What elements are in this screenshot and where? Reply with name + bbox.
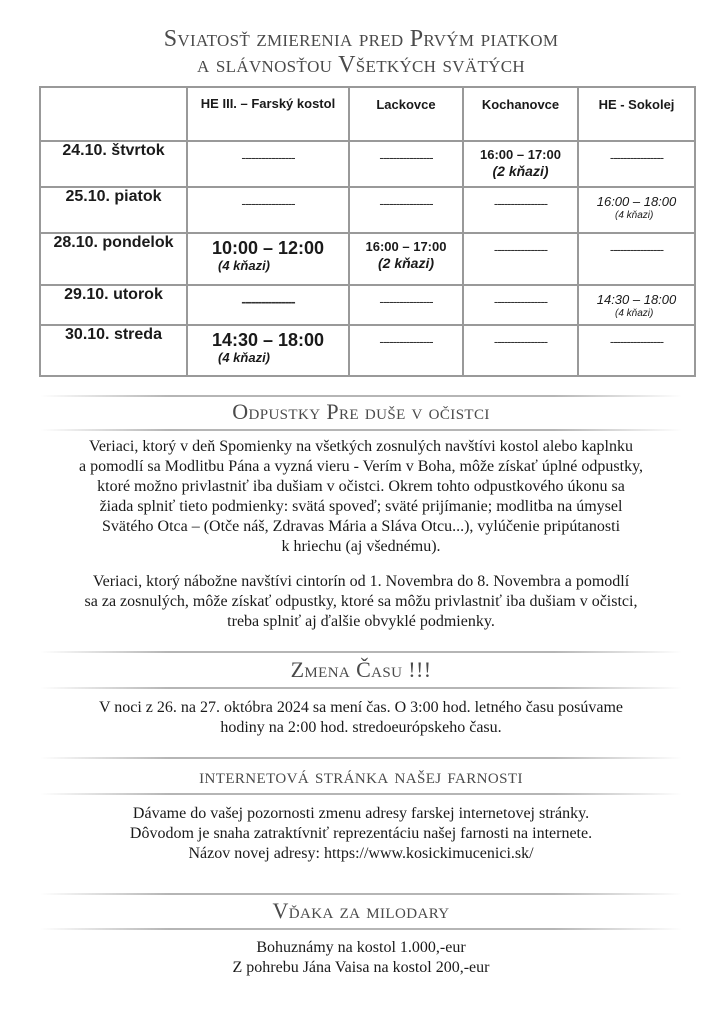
cell-empty: ---------------- <box>349 187 463 233</box>
section-divider <box>40 429 682 431</box>
cell-time: 14:30 – 18:00 (4 kňazi) <box>578 285 695 325</box>
website-title: internetová stránka našej farnosti <box>199 763 523 788</box>
section-divider <box>40 893 682 895</box>
day-label: 29.10. utorok <box>40 285 187 325</box>
cell-empty: ---------------- <box>349 141 463 187</box>
section-divider <box>40 687 682 689</box>
table-row <box>40 233 695 285</box>
cell-empty: ---------------- <box>187 187 349 233</box>
thanks-paragraph: Bohuznámy na kostol 1.000,-eur Z pohrebu Jána Vaisa na kostol 200,-eur <box>232 939 490 976</box>
header-day-column <box>40 87 187 141</box>
table-row <box>40 325 695 376</box>
cell-empty: ---------------- <box>463 187 578 233</box>
table-row <box>40 187 695 233</box>
day-label: 25.10. piatok <box>40 187 187 233</box>
cell-empty: ---------------- <box>187 141 349 187</box>
section-divider <box>40 651 682 653</box>
indulgences-title: Odpustky Pre duše v očistci <box>232 399 490 424</box>
indulgences-paragraph-1: Veriaci, ktorý v deň Spomienky na všetkých zosnulých navštívi kostol alebo kaplnku a pomodlí sa Modlitbu Pána a vyzná vieru - Verím v Boha, môže získať úplné odpustky, ktoré možno privlastniť iba dušiam v očistci. Okrem tohto odpustkového úkonu sa žiada splniť tieto podmienky: svätá spoveď; sväté prijímanie; modlitba na úmysel Svätého Otca – (Otče náš, Zdravas Mária a Sláva Otcu...), vylúčenie pripútanosti k hriechu (aj všednému). <box>78 438 644 555</box>
cell-time: 14:30 – 18:00 (4 kňazi) <box>187 325 349 376</box>
table-row <box>40 285 695 325</box>
header-he-sokolej: HE - Sokolej <box>578 87 695 141</box>
main-title-line-2: a slávnosťou Všetkých svätých <box>197 52 525 78</box>
time-change-title: Zmena Času !!! <box>290 657 432 682</box>
cell-empty: ---------------- <box>463 285 578 325</box>
section-divider <box>40 757 682 759</box>
website-paragraph: Dávame do vašej pozornosti zmenu adresy farskej internetovej stránky. Dôvodom je snaha zatraktívniť reprezentáciu našej farnosti na internete. Názov novej adresy: https://www.kosickimucenici.sk/ <box>129 805 593 862</box>
cell-time: 10:00 – 12:00 (4 kňazi) <box>187 233 349 285</box>
cell-empty: ---------------- <box>349 325 463 376</box>
day-label: 24.10. štvrtok <box>40 141 187 187</box>
cell-time: 16:00 – 18:00 (4 kňazi) <box>578 187 695 233</box>
cell-time: 16:00 – 17:00 (2 kňazi) <box>463 141 578 187</box>
cell-empty: ---------------- <box>463 233 578 285</box>
cell-empty: ---------------- <box>349 285 463 325</box>
cell-empty: ---------------- <box>463 325 578 376</box>
day-label: 28.10. pondelok <box>40 233 187 285</box>
table-header-row <box>40 87 695 141</box>
table-row <box>40 141 695 187</box>
header-farsky-kostol: HE III. – Farský kostol <box>187 87 349 141</box>
cell-time: 16:00 – 17:00 (2 kňazi) <box>349 233 463 285</box>
cell-empty: ---------------- <box>578 233 695 285</box>
confession-schedule-table <box>39 86 696 377</box>
day-label: 30.10. streda <box>40 325 187 376</box>
cell-empty: ---------------- <box>578 325 695 376</box>
indulgences-paragraph-2: Veriaci, ktorý nábožne navštívi cintorín od 1. Novembra do 8. Novembra a pomodlí sa za zosnulých, môže získať odpustky, ktoré sa môžu privlastniť iba dušiam v očistci, treba splniť aj ďalšie obvyklé podmienky. <box>84 573 638 630</box>
main-title-line-1: Sviatosť zmierenia pred Prvým piatkom <box>163 26 559 52</box>
cell-empty: ---------------- <box>187 285 349 325</box>
header-kochanovce: Kochanovce <box>463 87 578 141</box>
section-divider <box>40 395 682 397</box>
cell-empty: ---------------- <box>578 141 695 187</box>
section-divider <box>40 793 682 795</box>
time-change-paragraph: V noci z 26. na 27. októbra 2024 sa mení čas. O 3:00 hod. letného času posúvame hodiny na 2:00 hod. stredoeurópskeho času. <box>98 699 624 736</box>
section-divider <box>40 928 682 930</box>
header-lackovce: Lackovce <box>349 87 463 141</box>
thanks-title: Vďaka za milodary <box>272 898 450 923</box>
